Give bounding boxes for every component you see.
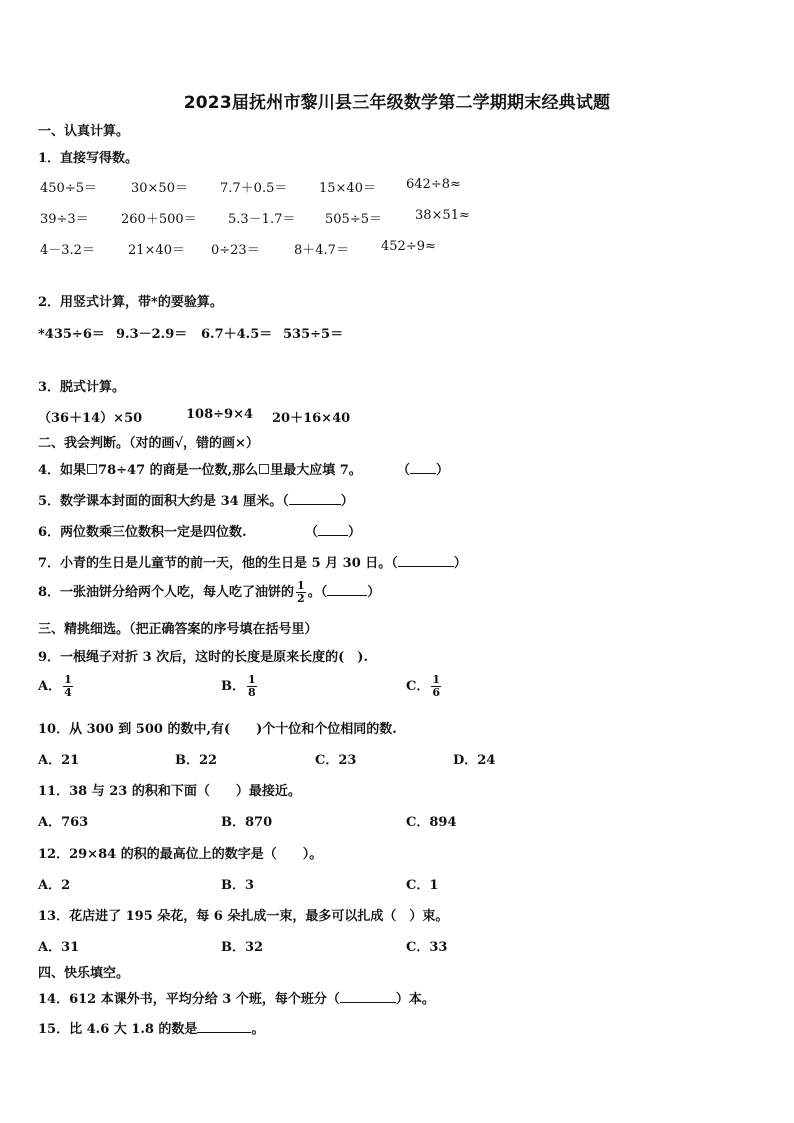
option-b[interactable]: B．22: [175, 753, 218, 768]
question-8: [38, 580, 380, 605]
question-7: [38, 552, 467, 571]
answer-blank[interactable]: [289, 494, 341, 505]
calc-item: 0÷23＝: [211, 243, 260, 258]
fraction-denominator: 2: [297, 592, 305, 605]
q15-text: 15．比 4.6 大 1.8 的数是: [38, 1022, 198, 1037]
calc-item: 452÷9≈: [381, 239, 436, 254]
option-c[interactable]: C．1: [406, 878, 439, 893]
question-15: [38, 1018, 264, 1037]
paren-close: ）: [453, 556, 467, 571]
paren-open: （: [305, 525, 319, 540]
section-heading: 二、我会判断。（对的画√，错的画×）: [38, 436, 259, 451]
paren-open: （: [397, 463, 411, 478]
fraction-denominator: 8: [248, 686, 256, 699]
calc-item: *435÷6＝: [38, 327, 105, 342]
option-c[interactable]: C．23: [315, 753, 357, 768]
calc-item: 6.7＋4.5＝: [201, 327, 273, 342]
calc-item: 4－3.2＝: [40, 243, 95, 258]
paren-close: ）: [436, 463, 450, 478]
option-a[interactable]: A．2: [38, 878, 71, 893]
question-13: 13．花店进了 195 朵花，每 6 朵扎成一束，最多可以扎成（ ）束。: [38, 909, 449, 924]
answer-blank[interactable]: [197, 1022, 251, 1033]
fraction-numerator: 1: [64, 673, 72, 686]
question-9: 9．一根绳子对折 3 次后，这时的长度是原来长度的( ).: [38, 650, 368, 665]
option-a[interactable]: A．31: [38, 940, 80, 955]
question-prompt: 2．用竖式计算，带*的要验算。: [38, 295, 223, 310]
fraction: [431, 674, 441, 699]
calc-item: 8＋4.7＝: [294, 243, 349, 258]
calc-item: 108÷9×4: [186, 407, 254, 422]
question-11: 11．38 与 23 的积和下面（ ）最接近。: [38, 784, 301, 799]
fraction-numerator: 1: [297, 579, 305, 592]
answer-paren: [305, 521, 361, 540]
answer-blank[interactable]: [340, 992, 396, 1003]
option-c[interactable]: C．33: [406, 940, 448, 955]
q8-text-post: 。（: [307, 585, 328, 600]
option-b[interactable]: B．870: [221, 815, 273, 830]
q14-text: 14．612 本课外书，平均分给 3 个班，每个班分（: [38, 992, 340, 1007]
q6-text: 6．两位数乘三位数积一定是四位数.: [38, 525, 247, 540]
question-prompt: 1．直接写得数。: [38, 151, 139, 166]
calc-item: 5.3－1.7＝: [228, 212, 296, 227]
question-10: 10．从 300 到 500 的数中,有( )个十位和个位相同的数.: [38, 722, 397, 737]
calc-item: 15×40＝: [319, 181, 376, 196]
q4-text-pre: 4．如果: [38, 463, 87, 478]
calc-item: （36＋14）×50: [38, 411, 143, 426]
option-b[interactable]: B．3: [221, 878, 255, 893]
option-label: C．: [406, 679, 430, 694]
option-c[interactable]: [406, 674, 443, 699]
answer-blank[interactable]: [410, 463, 436, 474]
section-heading: 一、认真计算。: [38, 124, 130, 139]
blank-box-icon: [87, 464, 97, 474]
calc-item: 38×51≈: [415, 208, 470, 223]
q5-text: 5．数学课本封面的面积大约是 34 厘米。（: [38, 494, 289, 509]
option-b[interactable]: [221, 674, 259, 699]
question-6: [38, 521, 247, 540]
fraction: [296, 580, 306, 605]
option-c[interactable]: C．894: [406, 815, 457, 830]
page-title: 2023届抚州市黎川县三年级数学第二学期期末经典试题: [183, 93, 611, 113]
paren-close: ）: [340, 494, 354, 509]
blank-box-icon: [259, 464, 269, 474]
question-5: [38, 490, 354, 509]
calc-item: 21×40＝: [128, 243, 185, 258]
question-14: [38, 988, 435, 1007]
q4-text-post2: 里最大应填 7。: [270, 463, 362, 478]
calc-item: 642÷8≈: [406, 177, 461, 192]
q15-text-close: 。: [251, 1022, 265, 1037]
calc-item: 505÷5＝: [325, 212, 382, 227]
question-4: [38, 459, 362, 478]
question-12: 12．29×84 的积的最高位上的数字是（ ）。: [38, 847, 323, 862]
q14-text-close: ）本。: [395, 992, 435, 1007]
fraction-denominator: 6: [432, 686, 441, 699]
q8-text: 8．一张油饼分给两个人吃，每人吃了油饼的: [38, 585, 295, 600]
option-label: B．: [221, 679, 245, 694]
section-heading: 三、精挑细选。（把正确答案的序号填在括号里）: [38, 622, 318, 637]
option-a[interactable]: [38, 674, 75, 699]
option-label: A．: [38, 679, 62, 694]
paren-close: ）: [348, 525, 362, 540]
answer-blank[interactable]: [327, 585, 367, 596]
answer-paren: [397, 459, 449, 478]
fraction: [63, 674, 73, 699]
fraction-numerator: 1: [432, 673, 441, 686]
q4-text-post: 78÷47 的商是一位数,那么: [98, 463, 259, 478]
calc-item: 9.3－2.9＝: [116, 327, 188, 342]
option-b[interactable]: B．32: [221, 940, 264, 955]
option-d[interactable]: D．24: [453, 753, 496, 768]
option-a[interactable]: A．21: [38, 753, 80, 768]
calc-item: 535÷5＝: [283, 327, 344, 342]
fraction: [247, 674, 257, 699]
q7-text: 7．小青的生日是儿童节的前一天，他的生日是 5 月 30 日。（: [38, 556, 398, 571]
calc-item: 39÷3＝: [40, 212, 89, 227]
calc-item: 20＋16×40: [272, 411, 351, 426]
calc-item: 450÷5＝: [40, 181, 97, 196]
calc-item: 30×50＝: [131, 181, 188, 196]
answer-blank[interactable]: [398, 556, 454, 567]
calc-item: 7.7＋0.5＝: [220, 181, 288, 196]
paren-close: ）: [367, 585, 381, 600]
option-a[interactable]: A．763: [38, 815, 89, 830]
calc-item: 260＋500＝: [121, 212, 197, 227]
fraction-numerator: 1: [248, 673, 256, 686]
answer-blank[interactable]: [318, 525, 348, 536]
fraction-denominator: 4: [64, 686, 72, 699]
question-prompt: 3．脱式计算。: [38, 380, 126, 395]
section-heading: 四、快乐填空。: [38, 966, 130, 981]
